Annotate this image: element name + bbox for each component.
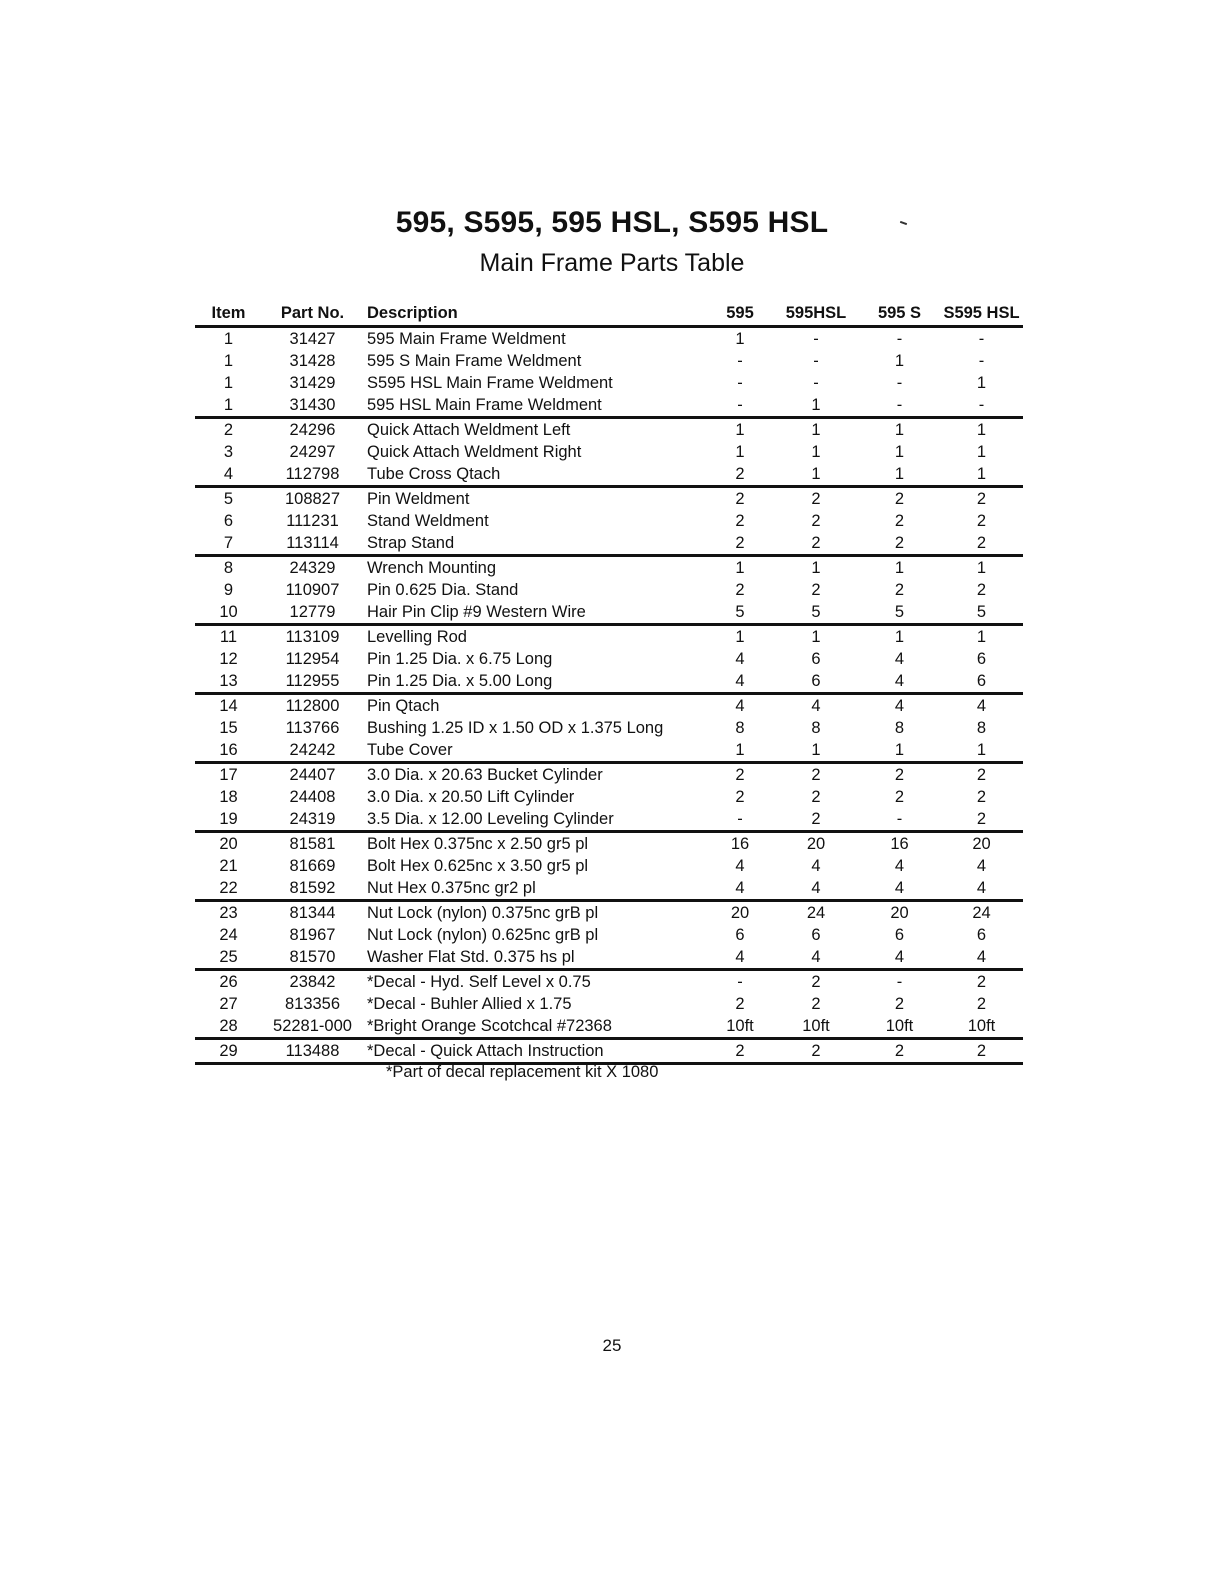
cell-qty-595hsl: 2 xyxy=(773,808,859,832)
cell-description: *Decal - Quick Attach Instruction xyxy=(363,1039,707,1064)
cell-item: 14 xyxy=(219,697,238,715)
cell-qty-s595hsl: 1 xyxy=(940,463,1023,487)
cell-qty-595hsl: 5 xyxy=(773,601,859,625)
cell-qty-595s: 1 xyxy=(894,421,905,439)
cell-description: Pin 1.25 Dia. x 5.00 Long xyxy=(363,670,707,694)
cell-item: 21 xyxy=(219,857,238,875)
cell-part-no: 24408 xyxy=(289,788,336,806)
cell-description: Bushing 1.25 ID x 1.50 OD x 1.375 Long xyxy=(367,719,664,737)
cell-qty-595s: 5 xyxy=(859,601,940,625)
cell-part-no: 111231 xyxy=(286,512,339,530)
cell-qty-595hsl: 4 xyxy=(811,857,821,875)
cell-item: 2 xyxy=(223,421,234,439)
cell-item: 23 xyxy=(219,904,238,922)
cell-qty-595s: 2 xyxy=(894,766,905,784)
cell-qty-595hsl: 2 xyxy=(811,973,821,991)
cell-description: Nut Hex 0.375nc gr2 pl xyxy=(363,877,707,901)
cell-qty-595: 1 xyxy=(735,559,745,577)
header-qty-595: 595 xyxy=(707,297,773,327)
cell-item: 1 xyxy=(195,394,262,418)
cell-qty-s595hsl: 2 xyxy=(976,995,987,1013)
cell-part-no: 81581 xyxy=(289,835,336,853)
cell-part-no: 108827 xyxy=(284,490,341,508)
cell-qty-595hsl: 8 xyxy=(811,719,821,737)
cell-part-no: 110907 xyxy=(285,581,340,599)
cell-qty-595: 2 xyxy=(735,788,745,806)
cell-qty-595s: 1 xyxy=(859,739,940,763)
table-row xyxy=(195,946,1023,970)
cell-description: 3.0 Dia. x 20.63 Bucket Cylinder xyxy=(367,766,603,784)
cell-item: 26 xyxy=(219,973,238,991)
table-row xyxy=(195,441,1023,463)
cell-description: S595 HSL Main Frame Weldment xyxy=(367,374,613,392)
cell-qty-595hsl: 1 xyxy=(773,394,859,418)
table-row xyxy=(195,786,1023,808)
cell-description: Tube Cover xyxy=(363,739,707,763)
cell-item: 12 xyxy=(219,650,238,668)
cell-qty-s595hsl: - xyxy=(940,394,1023,418)
cell-item: 13 xyxy=(195,670,262,694)
cell-qty-595s: 1 xyxy=(894,443,905,461)
parts-table xyxy=(195,297,1023,1065)
cell-qty-s595hsl: 2 xyxy=(940,532,1023,556)
table-row xyxy=(195,463,1023,487)
table-row xyxy=(195,808,1023,832)
cell-qty-595: - xyxy=(707,808,773,832)
cell-qty-595s: - xyxy=(896,374,903,392)
cell-qty-595hsl: 6 xyxy=(773,670,859,694)
cell-part-no: 81344 xyxy=(289,904,336,922)
cell-qty-595: 1 xyxy=(735,628,745,646)
cell-qty-s595hsl: 1 xyxy=(940,739,1023,763)
cell-qty-595hsl: 1 xyxy=(811,628,821,646)
cell-qty-s595hsl: 24 xyxy=(972,904,991,922)
cell-qty-s595hsl: 2 xyxy=(940,1039,1023,1064)
cell-description: Quick Attach Weldment Right xyxy=(367,443,582,461)
cell-part-no: 113488 xyxy=(262,1039,363,1064)
table-row xyxy=(195,993,1023,1015)
cell-item: 20 xyxy=(219,835,238,853)
cell-qty-595hsl: 1 xyxy=(811,443,821,461)
cell-qty-595: 1 xyxy=(735,421,745,439)
table-row xyxy=(195,1039,1023,1064)
cell-part-no: 52281-000 xyxy=(262,1015,363,1039)
header-description: Description xyxy=(363,297,707,327)
table-row xyxy=(195,717,1023,739)
cell-qty-s595hsl: 2 xyxy=(976,973,987,991)
footnote: *Part of decal replacement kit X 1080 xyxy=(386,1063,659,1081)
table-row xyxy=(195,739,1023,763)
cell-qty-595s: 2 xyxy=(894,581,905,599)
cell-qty-595: 4 xyxy=(735,650,745,668)
cell-qty-595hsl: 1 xyxy=(811,421,821,439)
cell-part-no: 112955 xyxy=(262,670,363,694)
cell-description: 595 Main Frame Weldment xyxy=(367,330,566,348)
cell-qty-595hsl: 2 xyxy=(773,1039,859,1064)
cell-qty-595: 16 xyxy=(730,835,750,853)
cell-qty-595: - xyxy=(737,374,743,392)
cell-qty-s595hsl: 4 xyxy=(976,857,987,875)
cell-qty-595s: 4 xyxy=(859,670,940,694)
cell-qty-595: 2 xyxy=(735,512,745,530)
cell-description: Pin 1.25 Dia. x 6.75 Long xyxy=(367,650,553,668)
cell-description: Washer Flat Std. 0.375 hs pl xyxy=(363,946,707,970)
cell-qty-s595hsl: 2 xyxy=(976,581,987,599)
cell-qty-595s: 2 xyxy=(859,1039,940,1064)
cell-description: Tube Cross Qtach xyxy=(363,463,707,487)
table-row xyxy=(195,625,1023,649)
cell-description: 595 S Main Frame Weldment xyxy=(367,352,582,370)
cell-qty-595: 2 xyxy=(707,1039,773,1064)
cell-qty-595: 4 xyxy=(735,857,745,875)
cell-qty-595hsl: - xyxy=(813,330,819,348)
cell-part-no: 112798 xyxy=(262,463,363,487)
table-body xyxy=(195,327,1023,1064)
cell-qty-595: - xyxy=(737,973,743,991)
cell-part-no: 81669 xyxy=(289,857,336,875)
cell-item: 17 xyxy=(219,766,238,784)
cell-item: 9 xyxy=(223,581,234,599)
cell-item: 11 xyxy=(219,628,238,646)
cell-description: Pin 0.625 Dia. Stand xyxy=(367,581,519,599)
table-row xyxy=(195,601,1023,625)
cell-qty-595s: 16 xyxy=(890,835,909,853)
cell-qty-595s: - xyxy=(896,330,903,348)
cell-item: 15 xyxy=(219,719,238,737)
header-qty-595s: 595 S xyxy=(859,297,940,327)
table-row xyxy=(195,924,1023,946)
cell-part-no: 113766 xyxy=(285,719,340,737)
cell-description: *Bright Orange Scotchcal #72368 xyxy=(363,1015,707,1039)
cell-qty-595hsl: 2 xyxy=(811,766,821,784)
cell-qty-s595hsl: - xyxy=(978,330,985,348)
cell-qty-595hsl: 2 xyxy=(811,788,821,806)
page-subtitle: Main Frame Parts Table xyxy=(479,249,745,277)
table-row xyxy=(195,372,1023,394)
cell-item: 5 xyxy=(223,490,234,508)
cell-item: 16 xyxy=(195,739,262,763)
cell-part-no: 24297 xyxy=(289,443,336,461)
cell-description: Bolt Hex 0.625nc x 3.50 gr5 pl xyxy=(367,857,589,875)
cell-qty-595: 1 xyxy=(707,739,773,763)
table-row xyxy=(195,418,1023,442)
cell-description: Pin Qtach xyxy=(367,697,440,715)
cell-part-no: 23842 xyxy=(289,973,336,991)
cell-qty-595: 6 xyxy=(735,926,745,944)
cell-qty-595hsl: 2 xyxy=(811,581,821,599)
cell-part-no: 81592 xyxy=(262,877,363,901)
cell-description: 595 HSL Main Frame Weldment xyxy=(363,394,707,418)
cell-description: Nut Lock (nylon) 0.375nc grB pl xyxy=(367,904,599,922)
cell-qty-s595hsl: 1 xyxy=(976,443,987,461)
cell-qty-595hsl: 2 xyxy=(811,490,821,508)
cell-qty-595s: - xyxy=(859,808,940,832)
cell-qty-595s: 1 xyxy=(894,352,905,370)
header-qty-595hsl: 595HSL xyxy=(773,297,859,327)
page-title: 595, S595, 595 HSL, S595 HSL xyxy=(395,206,829,239)
table-row xyxy=(195,832,1023,856)
cell-item: 28 xyxy=(195,1015,262,1039)
cell-description: *Decal - Buhler Allied x 1.75 xyxy=(367,995,572,1013)
table-row xyxy=(195,579,1023,601)
cell-item: 27 xyxy=(219,995,238,1013)
cell-qty-595hsl: 1 xyxy=(773,463,859,487)
cell-qty-595hsl: 6 xyxy=(811,926,821,944)
cell-qty-595: 4 xyxy=(707,946,773,970)
cell-qty-595hsl: 6 xyxy=(811,650,821,668)
cell-qty-595: 20 xyxy=(730,904,750,922)
cell-qty-s595hsl: 2 xyxy=(940,808,1023,832)
table-row xyxy=(195,350,1023,372)
cell-part-no: 112954 xyxy=(285,650,340,668)
table-row xyxy=(195,1015,1023,1039)
cell-description: Stand Weldment xyxy=(367,512,489,530)
cell-part-no: 112800 xyxy=(285,697,340,715)
cell-qty-595s: 4 xyxy=(894,857,905,875)
cell-qty-595hsl: 20 xyxy=(806,835,826,853)
cell-qty-595hsl: 1 xyxy=(811,559,821,577)
cell-qty-595s: 6 xyxy=(894,926,905,944)
header-qty-s595hsl: S595 HSL xyxy=(940,297,1023,327)
cell-qty-s595hsl: 4 xyxy=(976,697,987,715)
cell-qty-s595hsl: 1 xyxy=(976,421,987,439)
cell-qty-595hsl: 2 xyxy=(811,995,821,1013)
table-row xyxy=(195,487,1023,511)
cell-item: 7 xyxy=(195,532,262,556)
cell-item: 25 xyxy=(195,946,262,970)
cell-description: Pin Weldment xyxy=(367,490,470,508)
cell-item: 18 xyxy=(219,788,238,806)
cell-item: 22 xyxy=(195,877,262,901)
cell-qty-595s: 1 xyxy=(894,559,905,577)
cell-qty-s595hsl: 4 xyxy=(940,877,1023,901)
cell-qty-595: 2 xyxy=(707,532,773,556)
cell-item: 8 xyxy=(223,559,234,577)
cell-part-no: 24319 xyxy=(262,808,363,832)
cell-qty-s595hsl: - xyxy=(978,352,985,370)
cell-description: Bolt Hex 0.375nc x 2.50 gr5 pl xyxy=(367,835,589,853)
cell-qty-595hsl: - xyxy=(813,352,819,370)
cell-qty-595s: - xyxy=(859,394,940,418)
cell-qty-s595hsl: 6 xyxy=(976,650,987,668)
cell-qty-595: 4 xyxy=(707,877,773,901)
cell-qty-595s: 4 xyxy=(859,877,940,901)
cell-qty-s595hsl: 1 xyxy=(976,628,987,646)
cell-description: Hair Pin Clip #9 Western Wire xyxy=(363,601,707,625)
cell-item: 24 xyxy=(219,926,238,944)
cell-part-no: 31427 xyxy=(289,330,336,348)
table-row xyxy=(195,855,1023,877)
cell-description: Nut Lock (nylon) 0.625nc grB pl xyxy=(367,926,599,944)
cell-qty-s595hsl: 2 xyxy=(976,766,987,784)
cell-qty-595: 2 xyxy=(707,463,773,487)
cell-qty-s595hsl: 2 xyxy=(976,490,987,508)
cell-qty-595: 4 xyxy=(707,670,773,694)
cell-qty-595: - xyxy=(707,394,773,418)
cell-item: 1 xyxy=(223,330,234,348)
table-row xyxy=(195,763,1023,787)
cell-qty-595s: 2 xyxy=(894,995,905,1013)
cell-qty-s595hsl: 4 xyxy=(940,946,1023,970)
cell-qty-595s: 2 xyxy=(894,490,905,508)
cell-description: Strap Stand xyxy=(363,532,707,556)
header-part-no: Part No. xyxy=(262,297,363,327)
cell-qty-595s: 2 xyxy=(894,512,905,530)
cell-qty-595s: 8 xyxy=(894,719,905,737)
cell-qty-595s: 1 xyxy=(859,463,940,487)
cell-qty-s595hsl: 6 xyxy=(976,926,987,944)
cell-qty-s595hsl: 6 xyxy=(940,670,1023,694)
cell-description: *Decal - Hyd. Self Level x 0.75 xyxy=(367,973,591,991)
cell-qty-595hsl: 4 xyxy=(773,946,859,970)
cell-part-no: 24407 xyxy=(289,766,336,784)
cell-qty-s595hsl: 2 xyxy=(976,788,987,806)
cell-qty-595: 2 xyxy=(735,995,745,1013)
cell-qty-s595hsl: 2 xyxy=(976,512,987,530)
cell-qty-595: 8 xyxy=(735,719,745,737)
cell-part-no: 81967 xyxy=(289,926,336,944)
cell-qty-595: 2 xyxy=(735,490,745,508)
table-row xyxy=(195,901,1023,925)
cell-item: 10 xyxy=(195,601,262,625)
cell-item: 6 xyxy=(223,512,234,530)
cell-qty-595: 2 xyxy=(735,766,745,784)
table-row xyxy=(195,556,1023,580)
table-row xyxy=(195,877,1023,901)
cell-qty-595: 1 xyxy=(735,330,745,348)
cell-part-no: 813356 xyxy=(284,995,341,1013)
header-item: Item xyxy=(195,297,262,327)
cell-qty-595hsl: 4 xyxy=(773,877,859,901)
table-row xyxy=(195,670,1023,694)
cell-qty-595hsl: - xyxy=(813,374,819,392)
cell-qty-595s: 10ft xyxy=(859,1015,940,1039)
table-row xyxy=(195,694,1023,718)
cell-qty-595: 5 xyxy=(707,601,773,625)
cell-item: 1 xyxy=(223,352,234,370)
cell-part-no: 31429 xyxy=(289,374,336,392)
cell-qty-595: 1 xyxy=(735,443,745,461)
cell-qty-595: - xyxy=(737,352,743,370)
cell-qty-s595hsl: 10ft xyxy=(940,1015,1023,1039)
cell-qty-595hsl: 2 xyxy=(811,512,821,530)
cell-qty-595hsl: 4 xyxy=(811,697,821,715)
table-header-row xyxy=(195,297,1023,327)
page-number: 25 xyxy=(602,1336,622,1355)
cell-item: 1 xyxy=(223,374,234,392)
cell-qty-595s: 2 xyxy=(894,788,905,806)
cell-part-no: 31430 xyxy=(262,394,363,418)
cell-qty-s595hsl: 1 xyxy=(976,374,987,392)
cell-qty-s595hsl: 5 xyxy=(940,601,1023,625)
cell-qty-595hsl: 24 xyxy=(806,904,826,922)
cell-item: 29 xyxy=(195,1039,262,1064)
cell-part-no: 81570 xyxy=(262,946,363,970)
cell-part-no: 12779 xyxy=(262,601,363,625)
cell-qty-595: 10ft xyxy=(707,1015,773,1039)
table-row xyxy=(195,394,1023,418)
cell-item: 4 xyxy=(195,463,262,487)
cell-qty-595s: 1 xyxy=(894,628,905,646)
table-row xyxy=(195,970,1023,994)
table-row xyxy=(195,327,1023,351)
cell-qty-s595hsl: 8 xyxy=(976,719,987,737)
cell-qty-595s: 2 xyxy=(859,532,940,556)
table-row xyxy=(195,532,1023,556)
cell-description: Levelling Rod xyxy=(367,628,467,646)
cell-description: 3.5 Dia. x 12.00 Leveling Cylinder xyxy=(363,808,707,832)
cell-description: Wrench Mounting xyxy=(367,559,497,577)
cell-qty-s595hsl: 1 xyxy=(976,559,987,577)
cell-part-no: 31428 xyxy=(289,352,336,370)
cell-part-no: 113114 xyxy=(262,532,363,556)
cell-qty-595s: 20 xyxy=(890,904,909,922)
cell-qty-595hsl: 10ft xyxy=(773,1015,859,1039)
cell-qty-595s: - xyxy=(896,973,903,991)
cell-qty-s595hsl: 20 xyxy=(972,835,991,853)
cell-qty-595s: 4 xyxy=(859,946,940,970)
cell-part-no: 24242 xyxy=(262,739,363,763)
cell-part-no: 24296 xyxy=(289,421,336,439)
cell-qty-595s: 4 xyxy=(894,697,905,715)
cell-description: 3.0 Dia. x 20.50 Lift Cylinder xyxy=(367,788,575,806)
cell-qty-595: 4 xyxy=(735,697,745,715)
cell-item: 3 xyxy=(223,443,234,461)
cell-part-no: 24329 xyxy=(289,559,336,577)
cell-description: Quick Attach Weldment Left xyxy=(367,421,571,439)
cell-qty-595s: 4 xyxy=(894,650,905,668)
cell-part-no: 113109 xyxy=(285,628,340,646)
cell-item: 19 xyxy=(195,808,262,832)
cell-qty-595: 2 xyxy=(735,581,745,599)
cell-qty-595hsl: 1 xyxy=(773,739,859,763)
table-row xyxy=(195,510,1023,532)
cell-qty-595hsl: 2 xyxy=(773,532,859,556)
table-row xyxy=(195,648,1023,670)
